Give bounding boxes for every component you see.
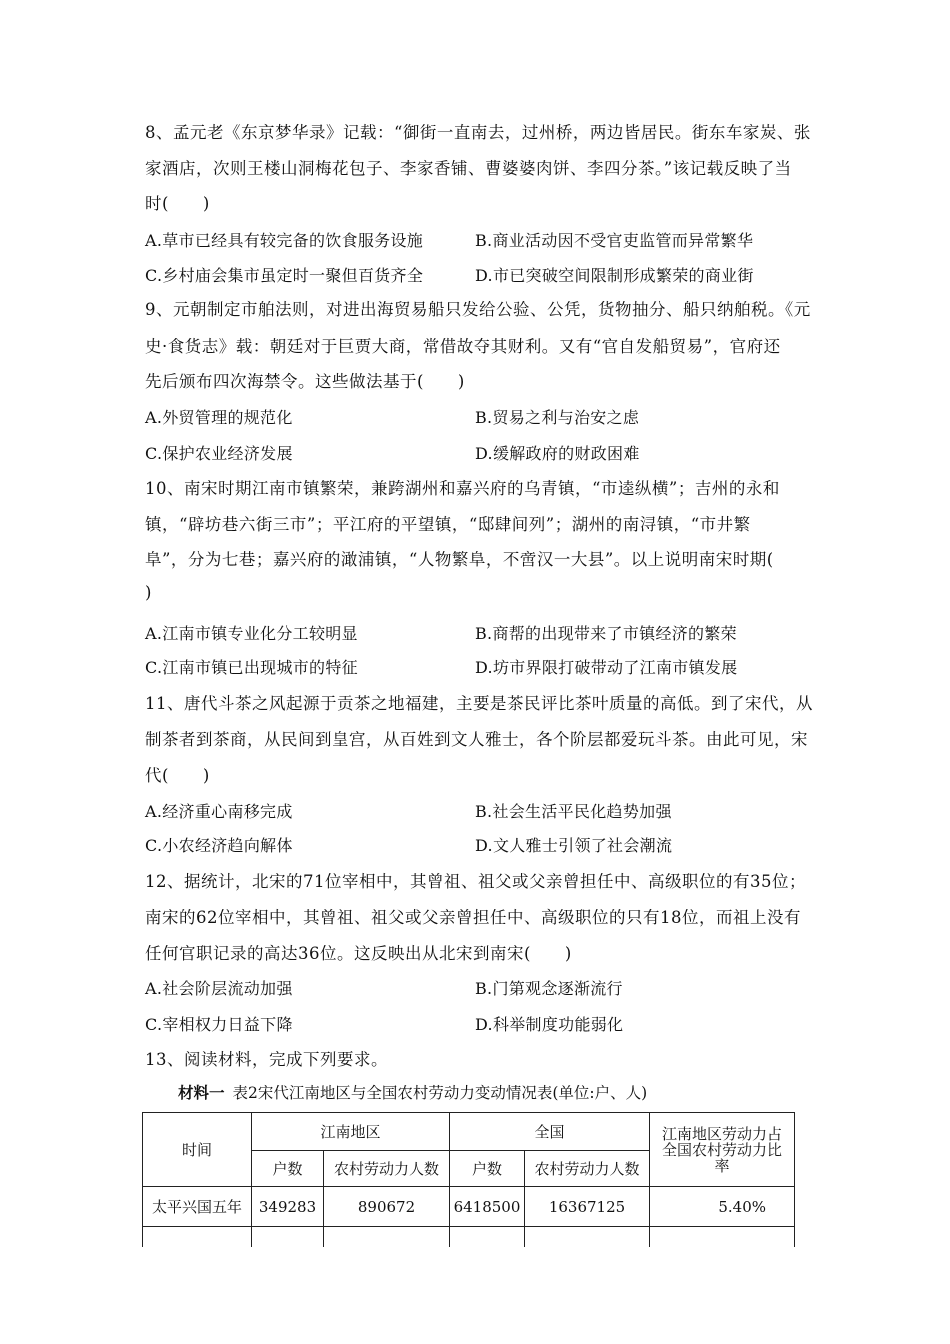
q8-line-2: 家酒店，次则王楼山洞梅花包子、李家香铺、曹婆婆肉饼、李四分茶。”该记载反映了当	[145, 159, 792, 178]
cell-empty	[450, 1227, 525, 1247]
table-row	[143, 1187, 795, 1227]
labor-table	[142, 1112, 795, 1247]
q9-option-b: B.贸易之利与治安之虑	[475, 408, 640, 427]
q12-line-1: 12、据统计，北宋的71位宰相中，其曾祖、祖父或父亲曾担任中、高级职位的有35位；	[145, 872, 806, 891]
q10-option-c: C.江南市镇已出现城市的特征	[145, 658, 358, 677]
cell-jiangnan-labor: 890672	[324, 1187, 450, 1227]
q13-line: 13、阅读材料，完成下列要求。	[145, 1050, 388, 1069]
cell-empty	[525, 1227, 650, 1247]
cell-empty	[143, 1227, 252, 1247]
header-jiangnan: 江南地区	[252, 1113, 450, 1151]
q10-option-b: B.商帮的出现带来了市镇经济的繁荣	[475, 624, 737, 643]
cell-national-labor: 16367125	[525, 1187, 650, 1227]
subheader-households-jiangnan: 户数	[252, 1151, 324, 1187]
q10-line-3: 阜”，分为七巷；嘉兴府的澉浦镇，“人物繁阜，不啻汉一大县”。以上说明南宋时期(	[145, 550, 774, 569]
q12-option-b: B.门第观念逐渐流行	[475, 979, 623, 998]
q11-option-b: B.社会生活平民化趋势加强	[475, 802, 672, 821]
q11-option-a: A.经济重心南移完成	[145, 802, 293, 821]
q10-option-a: A.江南市镇专业化分工较明显	[145, 624, 358, 643]
cell-national-households: 6418500	[450, 1187, 525, 1227]
q8-option-a: A.草市已经具有较完备的饮食服务设施	[145, 231, 424, 250]
table-caption	[178, 1081, 647, 1103]
q10-line-4: )	[145, 583, 152, 602]
header-ratio-line-3: 率	[714, 1156, 730, 1175]
q12-line-2: 南宋的62位宰相中，其曾祖、祖父或父亲曾担任中、高级职位的只有18位，而祖上没有	[145, 908, 801, 927]
cell-period: 太平兴国五年	[143, 1187, 252, 1227]
q8-option-d: D.市已突破空间限制形成繁荣的商业街	[475, 266, 754, 285]
q11-line-3: 代( )	[145, 766, 210, 785]
q9-line-1: 9、元朝制定市舶法则，对进出海贸易船只发给公验、公凭，货物抽分、船只纳舶税。《元	[145, 300, 811, 319]
header-ratio-line-1: 江南地区劳动力占	[661, 1124, 782, 1143]
table-title: 表2宋代江南地区与全国农村劳动力变动情况表(单位:户、人)	[232, 1084, 648, 1102]
q8-option-c: C.乡村庙会集市虽定时一聚但百货齐全	[145, 266, 424, 285]
subheader-labor-jiangnan: 农村劳动力人数	[324, 1151, 450, 1187]
table-row-partial	[143, 1227, 795, 1247]
subheader-labor-national: 农村劳动力人数	[525, 1151, 650, 1187]
header-ratio-line-2: 全国农村劳动力比	[661, 1140, 782, 1159]
q12-option-c: C.宰相权力日益下降	[145, 1015, 293, 1034]
q8-line-3: 时( )	[145, 194, 210, 213]
q11-line-2: 制茶者到茶商，从民间到皇宫，从百姓到文人雅士，各个阶层都爱玩斗茶。由此可见，宋	[145, 730, 808, 749]
subheader-households-national: 户数	[450, 1151, 525, 1187]
q10-option-d: D.坊市界限打破带动了江南市镇发展	[475, 658, 738, 677]
header-ratio	[650, 1113, 795, 1187]
q10-line-2: 镇，“辟坊巷六街三市”；平江府的平望镇，“邸肆间列”；湖州的南浔镇，“市井繁	[145, 515, 751, 534]
cell-jiangnan-households: 349283	[252, 1187, 324, 1227]
cell-empty	[324, 1227, 450, 1247]
cell-empty	[650, 1227, 795, 1247]
cell-ratio: 5.40%	[650, 1187, 795, 1227]
q12-option-d: D.科举制度功能弱化	[475, 1015, 624, 1034]
q11-line-1: 11、唐代斗茶之风起源于贡茶之地福建，主要是茶民评比茶叶质量的高低。到了宋代，从	[145, 694, 813, 713]
q11-option-c: C.小农经济趋向解体	[145, 836, 293, 855]
q9-line-2: 史·食货志》载：朝廷对于巨贾大商，常借故夺其财利。又有“官自发船贸易”，官府还	[145, 337, 781, 356]
material-label: 材料一	[178, 1083, 225, 1102]
q9-option-d: D.缓解政府的财政困难	[475, 444, 640, 463]
q11-option-d: D.文人雅士引领了社会潮流	[475, 836, 673, 855]
header-time: 时间	[143, 1113, 252, 1187]
cell-empty	[252, 1227, 324, 1247]
q8-line-1: 8、孟元老《东京梦华录》记载：“御街一直南去，过州桥，两边皆居民。街东车家炭、张	[145, 123, 811, 142]
q9-option-a: A.外贸管理的规范化	[145, 408, 293, 427]
q8-option-b: B.商业活动因不受官吏监管而异常繁华	[475, 231, 754, 250]
q12-line-3: 任何官职记录的高达36位。这反映出从北宋到南宋( )	[145, 944, 572, 963]
q12-option-a: A.社会阶层流动加强	[145, 979, 293, 998]
q9-option-c: C.保护农业经济发展	[145, 444, 293, 463]
header-national: 全国	[450, 1113, 650, 1151]
q10-line-1: 10、南宋时期江南市镇繁荣，兼跨湖州和嘉兴府的乌青镇，“市逵纵横”；吉州的永和	[145, 479, 780, 498]
q9-line-3: 先后颁布四次海禁令。这些做法基于( )	[145, 372, 465, 391]
